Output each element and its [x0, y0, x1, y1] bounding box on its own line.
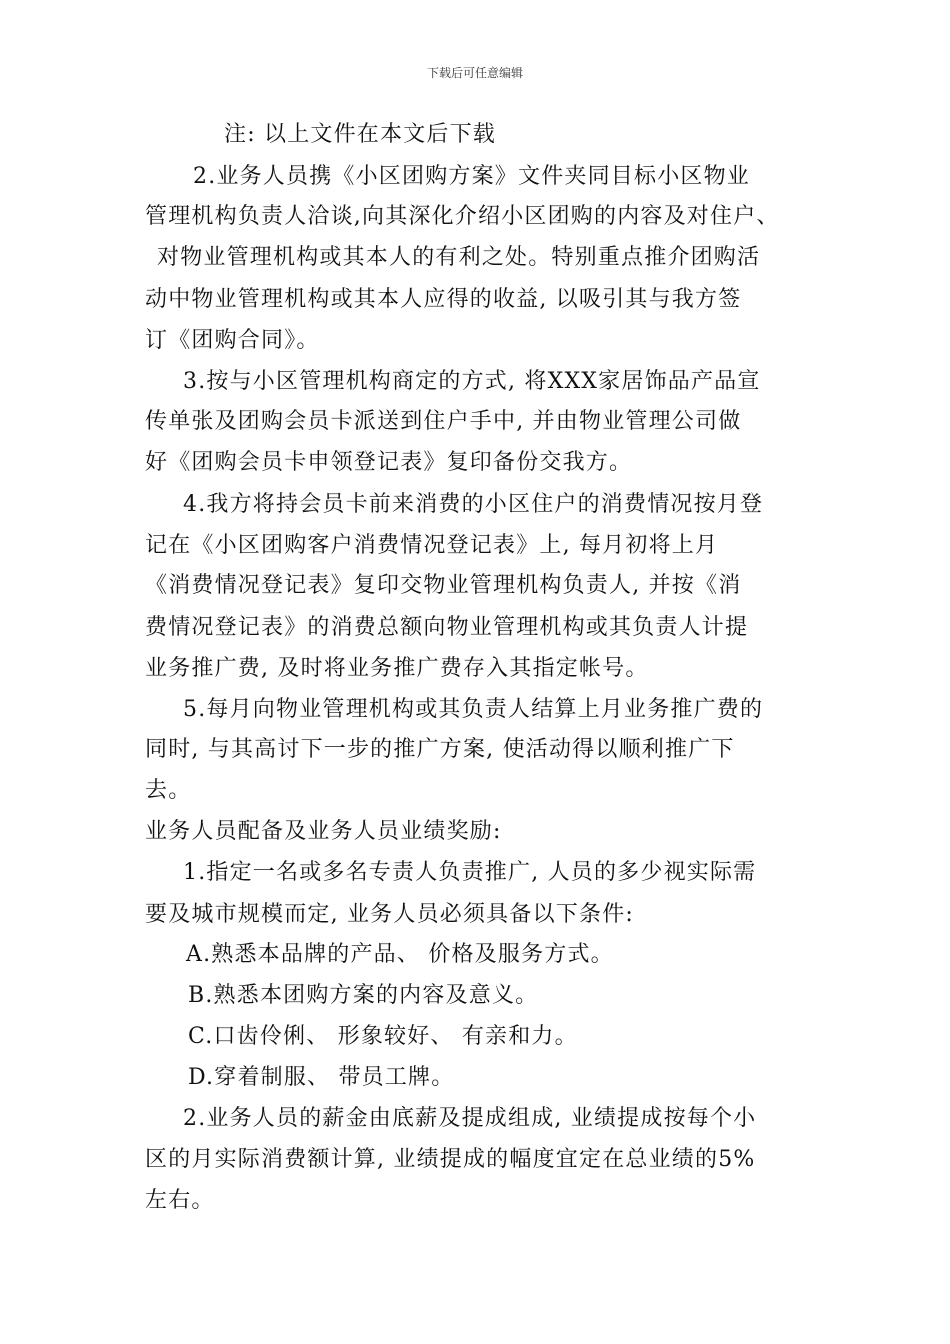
paragraph-line: 记在《小区团购客户消费情况登记表》上, 每月初将上月	[145, 533, 719, 558]
list-item: C.口齿伶俐、 形象较好、 有亲和力。	[188, 1024, 578, 1049]
paragraph-line: 同时, 与其高讨下一步的推广方案, 使活动得以顺利推广下	[145, 737, 735, 762]
paragraph-line: 5.每月向物业管理机构或其负责人结算上月业务推广费的	[183, 697, 764, 722]
paragraph-line: 3.按与小区管理机构商定的方式, 将XXX家居饰品产品宣	[183, 369, 761, 394]
section-heading: 业务人员配备及业务人员业绩奖励:	[145, 819, 502, 844]
list-item: B.熟悉本团购方案的内容及意义。	[188, 983, 539, 1008]
paragraph-line: 对物业管理机构或其本人的有利之处。特别重点推介团购活	[157, 245, 761, 270]
paragraph-line: 动中物业管理机构或其本人应得的收益, 以吸引其与我方签	[145, 287, 742, 312]
paragraph-line: 去。	[145, 778, 192, 803]
paragraph-line: 要及城市规模而定, 业务人员必须具备以下条件:	[145, 902, 634, 927]
paragraph-line: 区的月实际消费额计算, 业绩提成的幅度宜定在总业绩的5%	[145, 1147, 756, 1172]
paragraph-line: 4.我方将持会员卡前来消费的小区住户的消费情况按月登	[183, 492, 764, 517]
paragraph-line: 费情况登记表》的消费总额向物业管理机构或其负责人计提	[145, 615, 749, 640]
paragraph-line: 2.业务人员的薪金由底薪及提成组成, 业绩提成按每个小	[183, 1106, 757, 1131]
paragraph-line: 好《团购会员卡申领登记表》复印备份交我方。	[145, 450, 633, 475]
page-header: 下载后可任意编辑	[426, 66, 523, 80]
paragraph-line: 管理机构负责人洽谈,向其深化介绍小区团购的内容及对住户、	[145, 204, 780, 229]
paragraph-line: 传单张及团购会员卡派送到住户手中, 并由物业管理公司做	[145, 409, 742, 434]
paragraph-line: 左右。	[145, 1188, 215, 1213]
list-item: A.熟悉本品牌的产品、 价格及服务方式。	[186, 942, 614, 967]
paragraph-line: 2.业务人员携《小区团购方案》文件夹同目标小区物业	[193, 164, 750, 189]
note-line: 注: 以上文件在本文后下载	[224, 122, 497, 147]
paragraph-line: 1.指定一名或多名专责人负责推广, 人员的多少视实际需	[183, 860, 757, 885]
list-item: D.穿着制服、 带员工牌。	[188, 1065, 455, 1090]
paragraph-line: 业务推广费, 及时将业务推广费存入其指定帐号。	[145, 656, 649, 681]
paragraph-line: 《消费情况登记表》复印交物业管理机构负责人, 并按《消	[145, 573, 742, 598]
paragraph-line: 订《团购合同》。	[145, 328, 320, 353]
